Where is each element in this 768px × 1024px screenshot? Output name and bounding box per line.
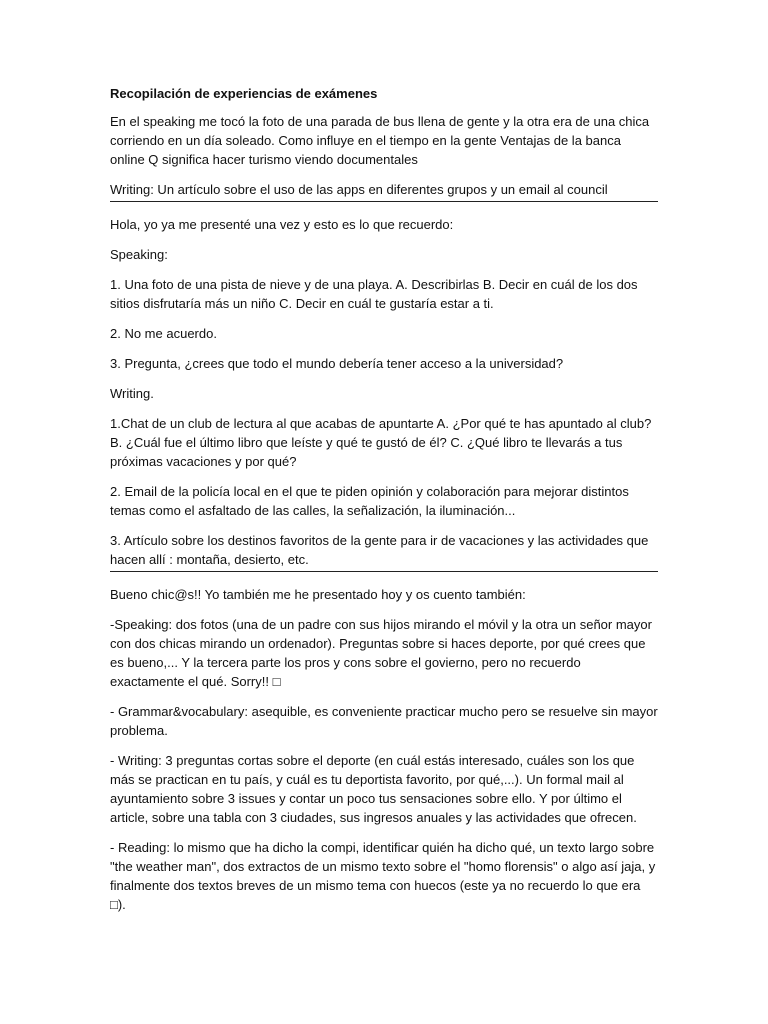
experience-1-intro: En el speaking me tocó la foto de una parada de bus llena de gente y la otra era de una chica corriendo en un día soleado. Como influye en el tiempo en la gente Ventajas de la banca online Q significa hacer turismo viendo documentales — [110, 114, 650, 167]
experience-2-writing-item-3: 3. Artículo sobre los destinos favoritos de la gente para ir de vacaciones y las actividades que hacen allí : montaña, desierto, etc. — [110, 531, 658, 572]
experience-2-speaking-heading: Speaking: — [110, 247, 168, 262]
experience-2-speaking-item-3: 3. Pregunta, ¿crees que todo el mundo debería tener acceso a la universidad? — [110, 356, 564, 371]
experience-2-speaking-item-2: 2. No me acuerdo. — [110, 326, 217, 341]
experience-2-writing-item-1: 1.Chat de un club de lectura al que acabas de apuntarte A. ¿Por qué te has apuntado al club? B. ¿Cuál fue el último libro que leíste y qué te gustó de él? C. ¿Qué libro te llevarás a tus próximas vacaciones y por qué? — [110, 416, 652, 469]
experience-3-speaking: -Speaking: dos fotos (una de un padre con sus hijos mirando el móvil y la otra un señor mayor con dos chicas mirando un ordenador). Preguntas sobre si haces deporte, por qué crees que es bueno,... Y la tercera parte los pros y cons sobre el govierno, pero no recuerdo exactamente el qué. Sorry!! □ — [110, 617, 652, 689]
document-page — [110, 84, 658, 925]
experience-2-greeting: Hola, yo ya me presenté una vez y esto es lo que recuerdo: — [110, 217, 454, 232]
document-title: Recopilación de experiencias de exámenes — [110, 86, 378, 101]
experience-2-writing-heading: Writing. — [110, 386, 154, 401]
experience-3-writing: - Writing: 3 preguntas cortas sobre el deporte (en cuál estás interesado, cuáles son los que más se practican en tu país, y cuál es tu deportista favorito, por qué,...). Un formal mail al ayuntamiento sobre 3 issues y contar un poco tus sensaciones sobre ello. Y por último el article, sobre una tabla con 3 ciudades, sus ingresos anuales y las actividades que ofrecen. — [110, 753, 637, 825]
experience-3-greeting: Bueno chic@s!! Yo también me he presentado hoy y os cuento también: — [110, 587, 526, 602]
experience-2-speaking-item-1: 1. Una foto de una pista de nieve y de una playa. A. Describirlas B. Decir en cuál de los dos sitios disfrutaría más un niño C. Decir en cuál te gustaría estar a ti. — [110, 277, 638, 311]
experience-2-writing-item-2: 2. Email de la policía local en el que te piden opinión y colaboración para mejorar distintos temas como el asfaltado de las calles, la señalización, la iluminación... — [110, 484, 629, 518]
experience-1-writing: Writing: Un artículo sobre el uso de las apps en diferentes grupos y un email al council — [110, 180, 658, 202]
experience-3-grammar: - Grammar&vocabulary: asequible, es conveniente practicar mucho pero se resuelve sin mayor problema. — [110, 704, 658, 738]
experience-3-reading: - Reading: lo mismo que ha dicho la compi, identificar quién ha dicho qué, un texto largo sobre "the weather man", dos extractos de un mismo texto sobre el "homo florensis" o algo así jaja, y finalmente dos textos breves de un mismo tema con huecos (este ya no recuerdo lo que era □). — [110, 840, 656, 912]
